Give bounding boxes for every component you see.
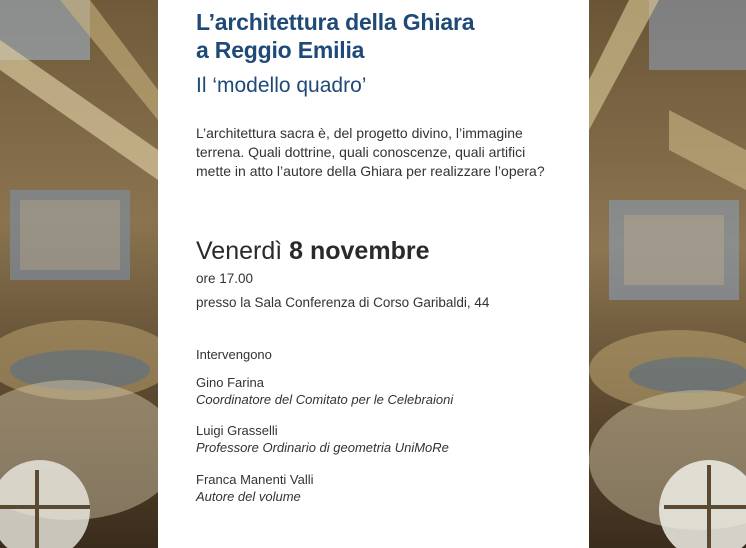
ceiling-photo-left [0, 0, 158, 548]
intro-paragraph: L’architettura sacra è, del progetto divino, l’immagine terrena. Quali dottrine, quali conoscenze, quali artifici mette in atto l’autore della Ghiara per realizzare l’opera? [196, 125, 545, 179]
speaker-item [196, 422, 449, 456]
speaker-name: Gino Farina [196, 375, 264, 390]
speaker-role: Coordinatore del Comitato per le Celebraioni [196, 392, 454, 407]
page-title [196, 8, 474, 64]
speaker-item [196, 374, 453, 408]
event-day: Venerdì [196, 237, 283, 265]
speaker-item [196, 471, 314, 505]
event-date-bold: 8 novembre [289, 237, 430, 265]
speaker-name: Luigi Grasselli [196, 423, 278, 438]
event-venue: presso la Sala Conferenza di Corso Garibaldi, 44 [196, 295, 490, 310]
speakers-label: Intervengono [196, 347, 272, 362]
speaker-role: Professore Ordinario di geometria UniMoRe [196, 440, 449, 455]
ceiling-photo-right [589, 0, 746, 548]
speaker-role: Autore del volume [196, 489, 301, 504]
page-subtitle: Il ‘modello quadro’ [196, 74, 367, 97]
speaker-name: Franca Manenti Valli [196, 472, 314, 487]
title-line-2: a Reggio Emilia [196, 37, 365, 63]
title-line-1: L’architettura della Ghiara [196, 9, 475, 35]
event-time: ore 17.00 [196, 271, 254, 286]
event-date [196, 236, 429, 266]
text-panel [158, 0, 589, 548]
